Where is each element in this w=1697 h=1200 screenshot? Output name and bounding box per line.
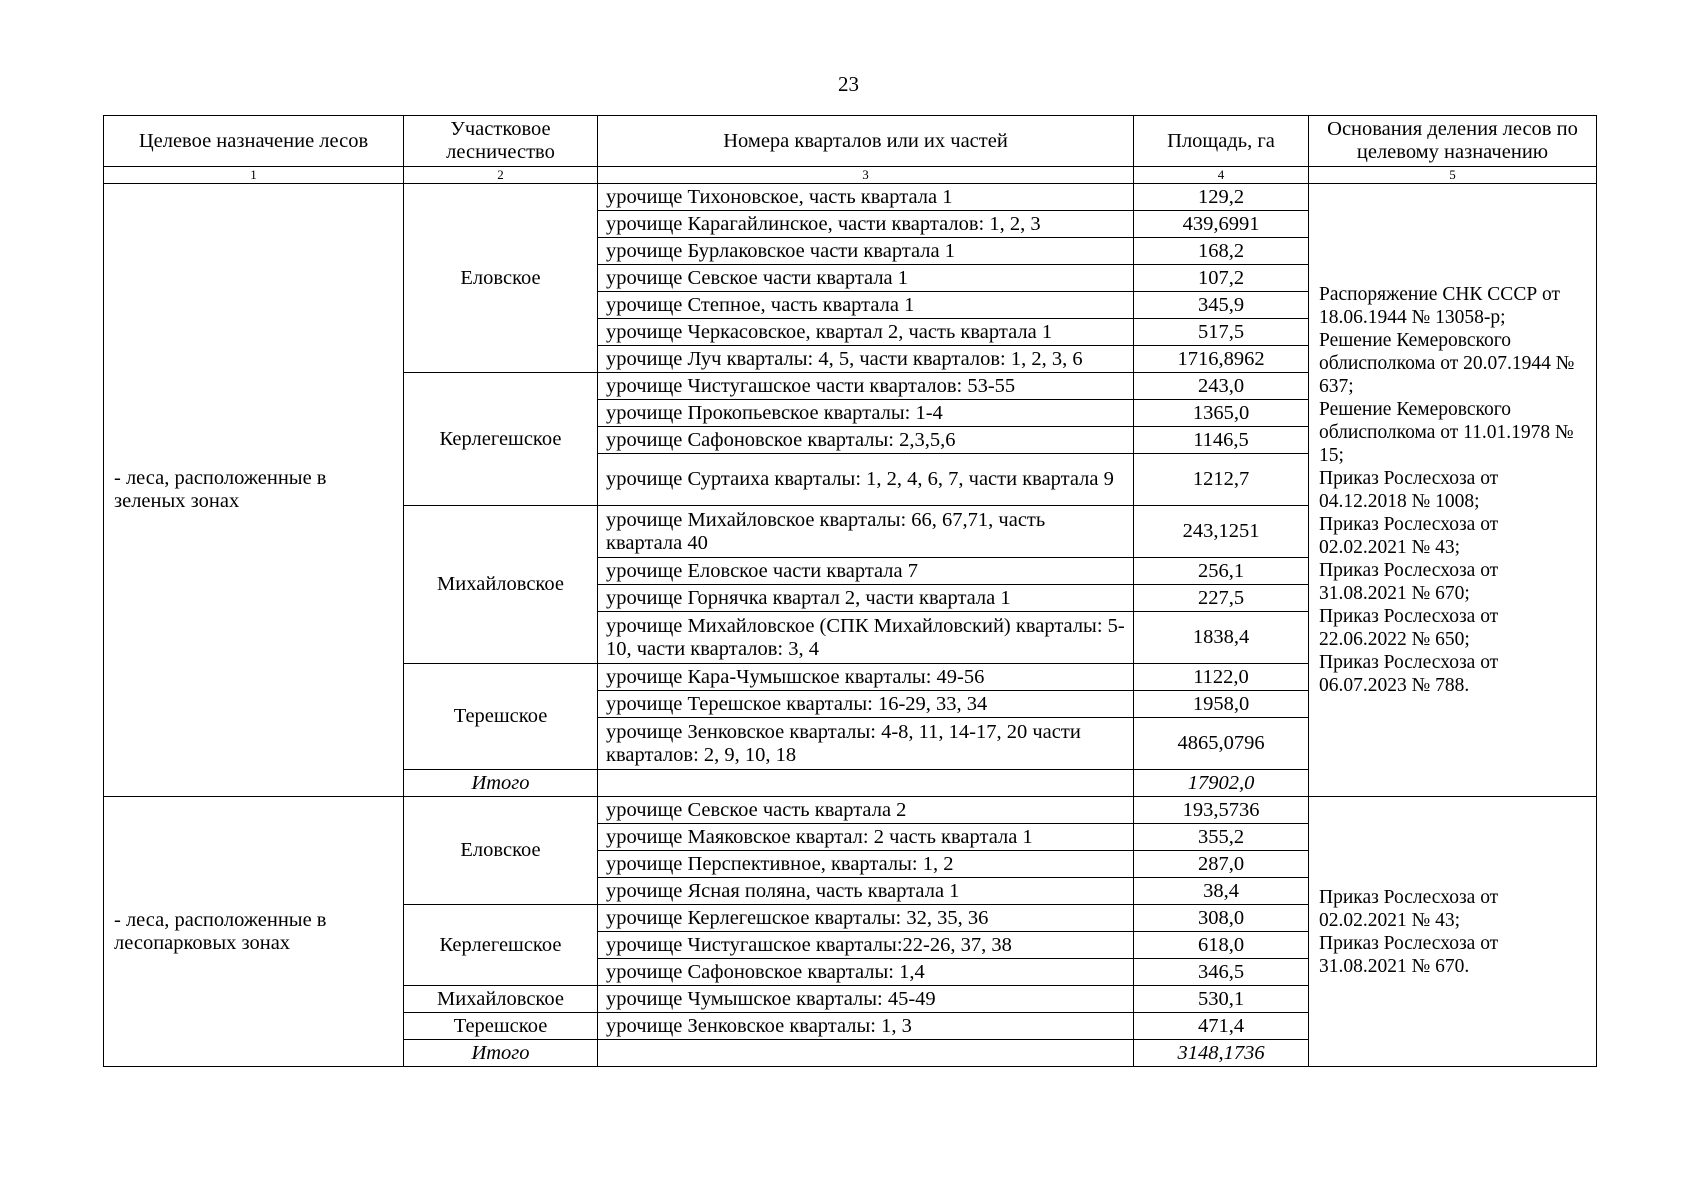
basis-line: Приказ Рослесхоза от 04.12.2018 № 1008; <box>1319 468 1499 512</box>
table-body <box>104 184 1597 1067</box>
forestry-cell: Михайловское <box>404 506 598 664</box>
area-cell: 530,1 <box>1134 986 1309 1013</box>
quarters-cell: урочище Чистугашское части кварталов: 53-55 <box>598 373 1134 400</box>
area-cell: 1716,8962 <box>1134 346 1309 373</box>
area-cell: 439,6991 <box>1134 211 1309 238</box>
column-number: 5 <box>1309 167 1597 184</box>
area-cell: 1838,4 <box>1134 612 1309 664</box>
total-label: Итого <box>404 1040 598 1067</box>
basis-cell <box>1309 797 1597 1067</box>
quarters-cell: урочище Зенковское кварталы: 4-8, 11, 14-17, 20 части кварталов: 2, 9, 10, 18 <box>598 718 1134 770</box>
basis-line: Распоряжение СНК СССР от 18.06.1944 № 13058-р; <box>1319 284 1561 328</box>
basis-line: Решение Кемеровского облисполкома от 11.01.1978 № 15; <box>1319 399 1574 466</box>
basis-line: Приказ Рослесхоза от 31.08.2021 № 670. <box>1319 932 1499 977</box>
table-row <box>104 184 1597 211</box>
area-cell: 618,0 <box>1134 932 1309 959</box>
total-area: 3148,1736 <box>1134 1040 1309 1067</box>
total-area: 17902,0 <box>1134 770 1309 797</box>
basis-line: Приказ Рослесхоза от 31.08.2021 № 670; <box>1319 560 1499 604</box>
purpose-cell: - леса, расположенные в зеленых зонах <box>104 184 404 797</box>
quarters-cell: урочище Горнячка квартал 2, части квартала 1 <box>598 585 1134 612</box>
quarters-cell: урочище Черкасовское, квартал 2, часть квартала 1 <box>598 319 1134 346</box>
area-cell: 193,5736 <box>1134 797 1309 824</box>
quarters-cell: урочище Прокопьевское кварталы: 1-4 <box>598 400 1134 427</box>
header-forestry: Участковое лесничество <box>404 116 598 167</box>
area-cell: 243,0 <box>1134 373 1309 400</box>
area-cell: 1146,5 <box>1134 427 1309 454</box>
table-row <box>104 797 1597 824</box>
area-cell: 471,4 <box>1134 1013 1309 1040</box>
area-cell: 129,2 <box>1134 184 1309 211</box>
forestry-cell: Еловское <box>404 797 598 905</box>
area-cell: 227,5 <box>1134 585 1309 612</box>
quarters-cell: урочище Луч кварталы: 4, 5, части кварталов: 1, 2, 3, 6 <box>598 346 1134 373</box>
basis-line: Приказ Рослесхоза от 22.06.2022 № 650; <box>1319 606 1499 650</box>
quarters-cell: урочище Зенковское кварталы: 1, 3 <box>598 1013 1134 1040</box>
column-number: 4 <box>1134 167 1309 184</box>
area-cell: 243,1251 <box>1134 506 1309 558</box>
area-cell: 517,5 <box>1134 319 1309 346</box>
quarters-cell: урочище Степное, часть квартала 1 <box>598 292 1134 319</box>
area-cell: 38,4 <box>1134 878 1309 905</box>
area-cell: 1958,0 <box>1134 691 1309 718</box>
quarters-cell: урочище Чумышское кварталы: 45-49 <box>598 986 1134 1013</box>
quarters-cell: урочище Еловское части квартала 7 <box>598 558 1134 585</box>
purpose-cell: - леса, расположенные в лесопарковых зонах <box>104 797 404 1067</box>
basis-cell <box>1309 184 1597 797</box>
quarters-cell: урочище Бурлаковское части квартала 1 <box>598 238 1134 265</box>
quarters-cell: урочище Михайловское кварталы: 66, 67,71, часть квартала 40 <box>598 506 1134 558</box>
page-number: 23 <box>838 72 859 96</box>
quarters-cell: урочище Сафоновское кварталы: 1,4 <box>598 959 1134 986</box>
quarters-cell: урочище Керлегешское кварталы: 32, 35, 36 <box>598 905 1134 932</box>
basis-line: Приказ Рослесхоза от 06.07.2023 № 788. <box>1319 652 1499 696</box>
quarters-cell: урочище Терешское кварталы: 16-29, 33, 34 <box>598 691 1134 718</box>
area-cell: 346,5 <box>1134 959 1309 986</box>
forestry-cell: Михайловское <box>404 986 598 1013</box>
column-number: 1 <box>104 167 404 184</box>
forestry-cell: Керлегешское <box>404 373 598 506</box>
area-cell: 287,0 <box>1134 851 1309 878</box>
area-cell: 1365,0 <box>1134 400 1309 427</box>
area-cell: 1212,7 <box>1134 454 1309 506</box>
header-quarters: Номера кварталов или их частей <box>598 116 1134 167</box>
quarters-cell: урочище Маяковское квартал: 2 часть квартала 1 <box>598 824 1134 851</box>
column-number: 3 <box>598 167 1134 184</box>
total-empty-cell <box>598 770 1134 797</box>
quarters-cell: урочище Севское часть квартала 2 <box>598 797 1134 824</box>
forestry-cell: Еловское <box>404 184 598 373</box>
total-empty-cell <box>598 1040 1134 1067</box>
forestry-cell: Терешское <box>404 664 598 770</box>
area-cell: 107,2 <box>1134 265 1309 292</box>
basis-line: Решение Кемеровского облисполкома от 20.07.1944 № 637; <box>1319 330 1575 397</box>
quarters-cell: урочище Чистугашское кварталы:22-26, 37, 38 <box>598 932 1134 959</box>
header-area: Площадь, га <box>1134 116 1309 167</box>
area-cell: 345,9 <box>1134 292 1309 319</box>
column-number: 2 <box>404 167 598 184</box>
quarters-cell: урочище Кара-Чумышское кварталы: 49-56 <box>598 664 1134 691</box>
area-cell: 355,2 <box>1134 824 1309 851</box>
quarters-cell: урочище Перспективное, кварталы: 1, 2 <box>598 851 1134 878</box>
quarters-cell: урочище Суртаиха кварталы: 1, 2, 4, 6, 7, части квартала 9 <box>598 454 1134 506</box>
quarters-cell: урочище Севское части квартала 1 <box>598 265 1134 292</box>
basis-line: Приказ Рослесхоза от 02.02.2021 № 43; <box>1319 514 1499 558</box>
area-cell: 1122,0 <box>1134 664 1309 691</box>
quarters-cell: урочище Карагайлинское, части кварталов: 1, 2, 3 <box>598 211 1134 238</box>
area-cell: 308,0 <box>1134 905 1309 932</box>
area-cell: 4865,0796 <box>1134 718 1309 770</box>
forest-purpose-table <box>103 115 1597 1067</box>
total-label: Итого <box>404 770 598 797</box>
quarters-cell: урочище Сафоновское кварталы: 2,3,5,6 <box>598 427 1134 454</box>
area-cell: 168,2 <box>1134 238 1309 265</box>
header-purpose: Целевое назначение лесов <box>104 116 404 167</box>
quarters-cell: урочище Михайловское (СПК Михайловский) кварталы: 5-10, части кварталов: 3, 4 <box>598 612 1134 664</box>
quarters-cell: урочище Ясная поляна, часть квартала 1 <box>598 878 1134 905</box>
forestry-cell: Терешское <box>404 1013 598 1040</box>
area-cell: 256,1 <box>1134 558 1309 585</box>
forestry-cell: Керлегешское <box>404 905 598 986</box>
basis-line: Приказ Рослесхоза от 02.02.2021 № 43; <box>1319 886 1499 931</box>
header-basis: Основания деления лесов по целевому назначению <box>1309 116 1597 167</box>
quarters-cell: урочище Тихоновское, часть квартала 1 <box>598 184 1134 211</box>
